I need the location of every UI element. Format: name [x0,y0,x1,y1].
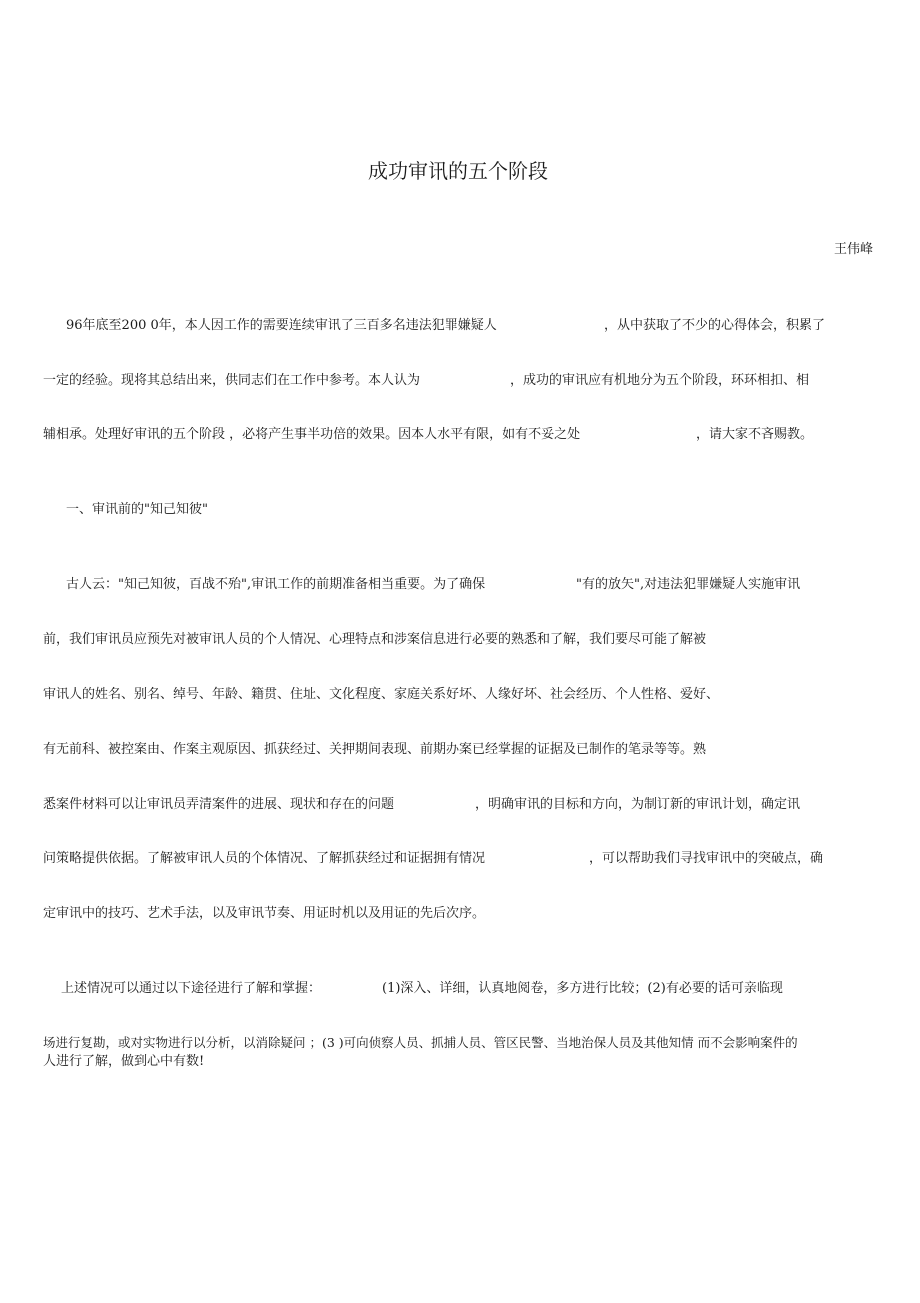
p1-line-1a: 古人云："知己知彼，百战不殆",审讯工作的前期准备相当重要。为了确保 [66,577,486,592]
p1-line-3: 审讯人的姓名、别名、绰号、年龄、籍贯、住址、文化程度、家庭关系好坏、人缘好坏、社会经历、个人性格、爱好、 [43,687,720,702]
p1-line-4: 有无前科、被控案由、作案主观原因、抓获经过、关押期间表现、前期办案已经掌握的证据及已制作的笔录等等。熟 [43,742,707,757]
author-name: 王伟峰 [833,242,873,257]
p2-line-1a: 上述情况可以通过以下途径进行了解和掌握： [61,981,322,996]
p1-line-5a: 悉案件材料可以让审讯员弄清案件的进展、现状和存在的问题 [43,797,395,812]
p1-line-7: 定审讯中的技巧、艺术手法，以及审讯节奏、用证时机以及用证的先后次序。 [43,906,486,921]
intro-line-3a: 辅相承。处理好审讯的五个阶段 ，必将产生事半功倍的效果。因本人水平有限，如有不妥之处 [43,427,581,442]
p1-line-1b: "有的放矢",对违法犯罪嫌疑人实施审讯 [576,577,801,592]
intro-line-1b: ，从中获取了不少的心得体会，积累了 [604,318,826,333]
p1-line-6b: ，可以帮助我们寻找审讯中的突破点，确 [589,851,824,866]
intro-line-2b: ，成功的审讯应有机地分为五个阶段，环环相扣、相 [510,373,810,388]
p2-line-3: 人进行了解，做到心中有数! [43,1054,205,1069]
p1-line-5b: ，明确审讯的目标和方向，为制订新的审讯计划，确定讯 [475,797,801,812]
intro-line-1a: 96年底至200 0年，本人因工作的需要连续审讯了三百多名违法犯罪嫌疑人 [66,318,497,333]
page-title: 成功审讯的五个阶段 [368,159,548,183]
intro-line-3b: ，请大家不吝赐教。 [696,427,814,442]
intro-line-2a: 一定的经验。现将其总结出来，供同志们在工作中参考。本人认为 [43,373,421,388]
p2-line-1b: (1)深入、详细，认真地阅卷，多方进行比较；(2)有必要的话可亲临现 [382,981,783,996]
section-heading: 一、审讯前的"知己知彼" [66,502,208,517]
p2-line-2: 场进行复勘，或对实物进行以分析，以消除疑问 ；(3 )可向侦察人员、抓捕人员、管区民警、当地治保人员及其他知情 而不会影响案件的 [43,1035,798,1050]
p1-line-6a: 问策略提供依据。了解被审讯人员的个体情况、了解抓获经过和证据拥有情况 [43,851,486,866]
p1-line-2: 前，我们审讯员应预先对被审讯人员的个人情况、心理特点和涉案信息进行必要的熟悉和了解，我们要尽可能了解被 [43,632,707,647]
